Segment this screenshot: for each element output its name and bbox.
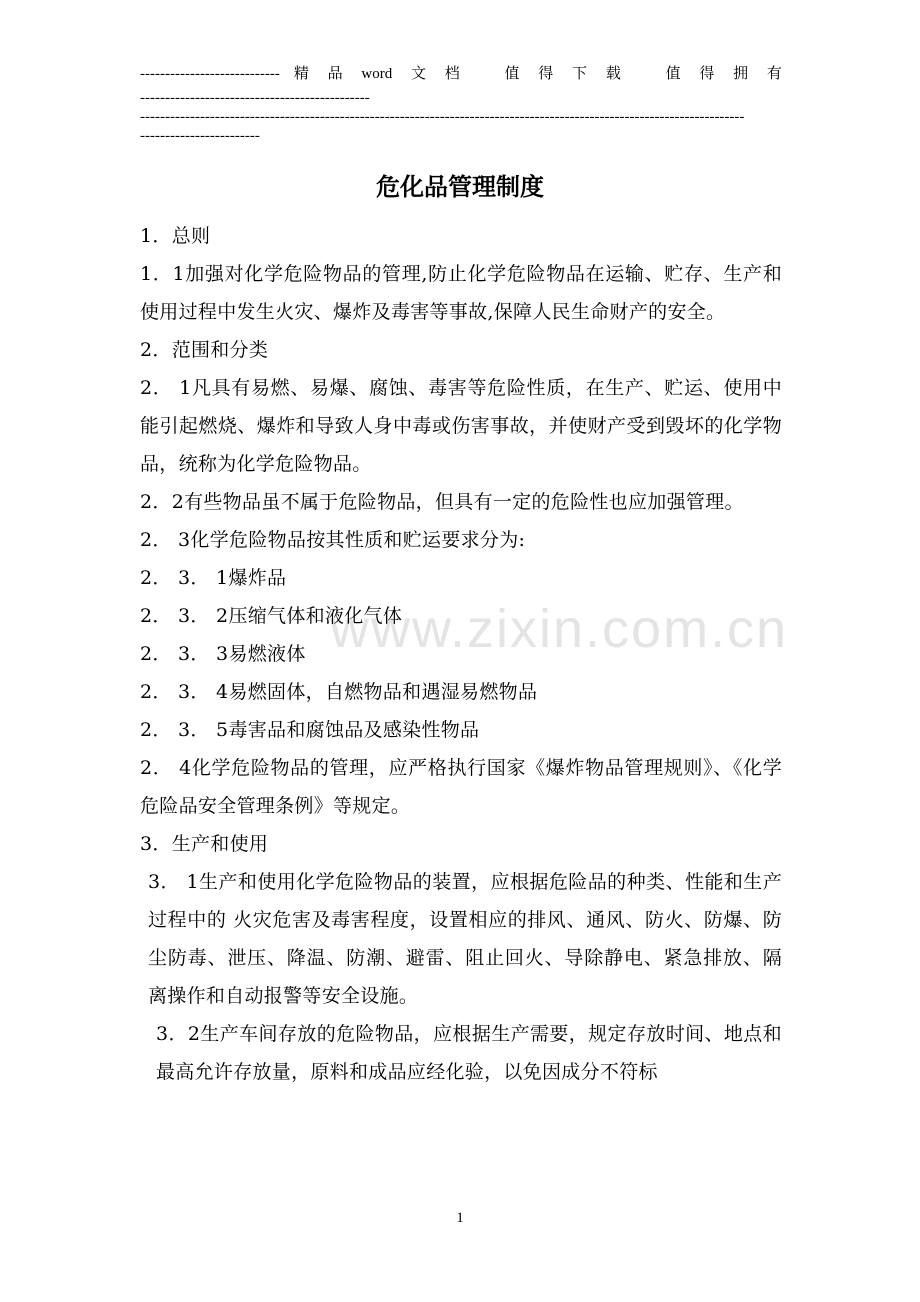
paragraph: 2． 3． 4易燃固体，自燃物品和遇湿易燃物品	[140, 681, 538, 703]
paragraph: 2． 3． 5毒害品和腐蚀品及感染性物品	[140, 719, 480, 741]
paragraph: 1．总则	[140, 225, 211, 247]
paragraph: 2． 4化学危险物品的管理，应严格执行国家《爆炸物品管理规则》、《化学危险品安全管理条例》等规定。	[140, 757, 782, 817]
paragraph: 2． 1凡具有易燃、易爆、腐蚀、毒害等危险性质，在生产、贮运、使用中能引起燃烧、爆炸和导致人身中毒或伤害事故，并使财产受到毁坏的化学物品，统称为化学危险物品。	[140, 377, 782, 475]
header-line-4: ------------------------	[140, 128, 260, 144]
paragraph: 3．生产和使用	[140, 833, 269, 855]
header-line-3: -------------------------------------------------------------------------------------------------------------------------	[140, 109, 745, 125]
paragraph: 1．1加强对化学危险物品的管理,防止化学危险物品在运输、贮存、生产和使用过程中发生火灾、爆炸及毒害等事故,保障人民生命财产的安全。	[140, 263, 782, 323]
document-title: 危化品管理制度	[376, 173, 544, 201]
paragraph: 2． 3． 1爆炸品	[140, 567, 287, 589]
header-line-2: ----------------------------------------------	[140, 90, 370, 106]
header-dashes: ----------------------------	[140, 66, 280, 82]
paragraph: 3． 1生产和使用化学危险物品的装置，应根据危险品的种类、性能和生产过程中的 火灾危害及毒害程度，设置相应的排风、通风、防火、防爆、防尘防毒、泄压、降温、防潮、避雷、阻止回火、导除静电、紧急排放、隔离操作和自动报警等安全设施。	[148, 871, 782, 1007]
paragraph: 2．范围和分类	[140, 339, 269, 361]
header-words: 精 品 word 文 档 值 得 下 载 值 得 拥 有	[293, 66, 782, 82]
paragraph: 2． 3． 3易燃液体	[140, 643, 306, 665]
paragraph: 2．2有些物品虽不属于危险物品，但具有一定的危险性也应加强管理。	[140, 491, 744, 513]
document-body	[140, 217, 782, 1091]
paragraph: 3．2生产车间存放的危险物品，应根据生产需要，规定存放时间、地点和最高允许存放量，原料和成品应经化验，以免因成分不符标	[156, 1023, 782, 1083]
page-number: 1	[456, 1210, 464, 1226]
paragraph: 2． 3化学危险物品按其性质和贮运要求分为:	[140, 529, 526, 551]
watermark: www.zixin.com.cn	[330, 599, 789, 659]
paragraph: 2． 3． 2压缩气体和液化气体	[140, 605, 403, 627]
header-line-1	[140, 65, 782, 83]
